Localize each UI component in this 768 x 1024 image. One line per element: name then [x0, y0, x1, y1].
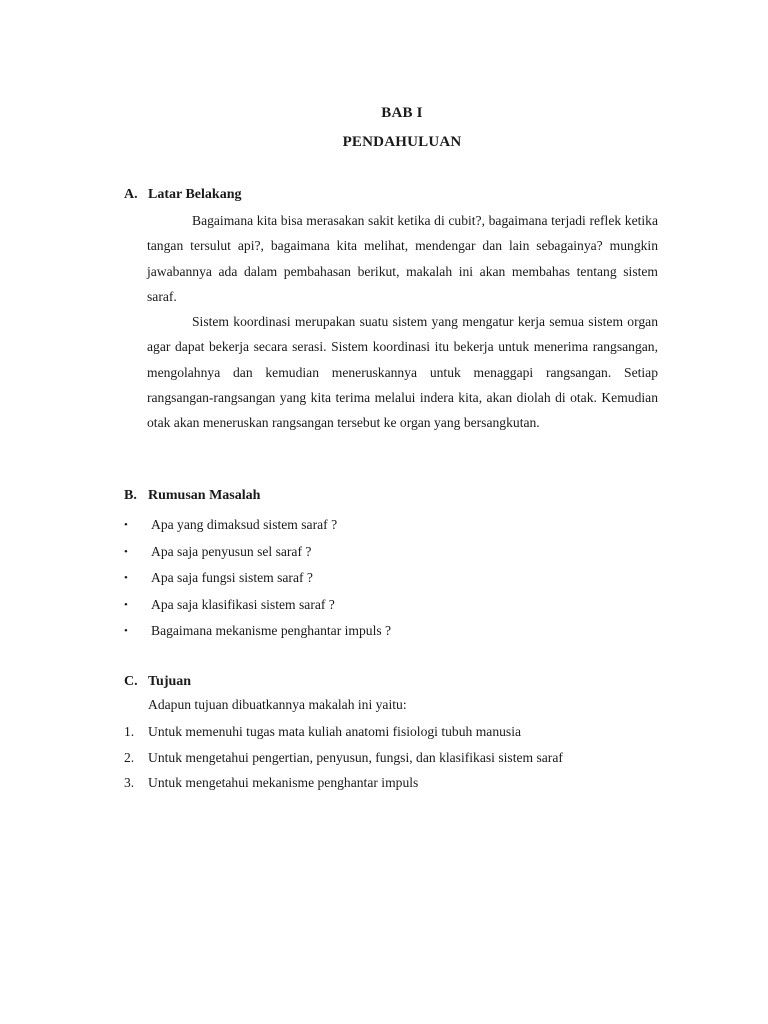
list-item-text: Untuk memenuhi tugas mata kuliah anatomi fisiologi tubuh manusia	[148, 724, 522, 739]
problem-list	[124, 515, 391, 648]
bullet-icon: •	[124, 545, 128, 558]
section-a-heading	[124, 187, 241, 203]
list-item-text: Apa saja penyusun sel saraf ?	[151, 543, 312, 559]
list-item-text: Apa yang dimaksud sistem saraf ?	[151, 517, 338, 532]
section-b-letter: B.	[124, 488, 137, 503]
list-item-text: Bagaimana mekanisme penghantar impuls ?	[151, 623, 392, 639]
list-item-text: Untuk mengetahui pengertian, penyusun, fungsi, dan klasifikasi sistem saraf	[148, 749, 563, 765]
list-item	[124, 568, 391, 595]
section-c-title: Tujuan	[148, 674, 192, 689]
section-c-heading	[124, 674, 191, 690]
list-item-text: Apa saja fungsi sistem saraf ?	[151, 570, 313, 586]
chapter-number: BAB I	[381, 105, 423, 121]
list-number: 1.	[124, 724, 135, 739]
list-item-text: Untuk mengetahui mekanisme penghantar impuls	[148, 775, 419, 790]
section-b-title: Rumusan Masalah	[148, 488, 261, 503]
bullet-icon: •	[124, 572, 128, 585]
list-item	[124, 595, 391, 622]
list-number: 2.	[124, 749, 135, 765]
section-c-letter: C.	[124, 674, 138, 689]
list-item	[124, 515, 391, 542]
background-paragraph-2: Sistem koordinasi merupakan suatu sistem yang mengatur kerja semua sistem organ agar dapat bekerja secara serasi. Sistem koordinasi itu bekerja untuk menerima rangsangan, mengolahnya dan kemudian meneruskannya untuk menaggapi rangsangan. Setiap rangsangan-rangsangan yang kita terima melalui indera kita, akan diolah di otak. Kemudian otak akan meneruskan rangsangan tersebut ke organ yang bersangkutan.	[147, 314, 658, 431]
list-item	[124, 722, 563, 748]
section-b-heading	[124, 488, 260, 504]
bullet-icon: •	[124, 519, 128, 531]
objective-list	[124, 722, 563, 799]
list-item	[124, 621, 391, 648]
list-item	[124, 748, 563, 774]
list-item	[124, 773, 563, 799]
background-paragraph-1: Bagaimana kita bisa merasakan sakit ketika di cubit?, bagaimana terjadi reflek ketika tangan tersulut api?, bagaimana kita melihat, mendengar dan lain sebagainya? mungkin jawabannya ada dalam pembahasan berikut, makalah ini akan membahas tentang sistem saraf.	[147, 213, 658, 304]
bullet-icon: •	[124, 598, 128, 611]
list-number: 3.	[124, 775, 135, 790]
bullet-icon: •	[124, 625, 128, 638]
objective-intro: Adapun tujuan dibuatkannya makalah ini yaitu:	[148, 697, 407, 712]
list-item-text: Apa saja klasifikasi sistem saraf ?	[151, 596, 335, 612]
chapter-title: PENDAHULUAN	[342, 134, 462, 150]
section-a-title: Latar Belakang	[148, 187, 242, 202]
section-a-letter: A.	[124, 187, 138, 202]
list-item	[124, 542, 391, 569]
